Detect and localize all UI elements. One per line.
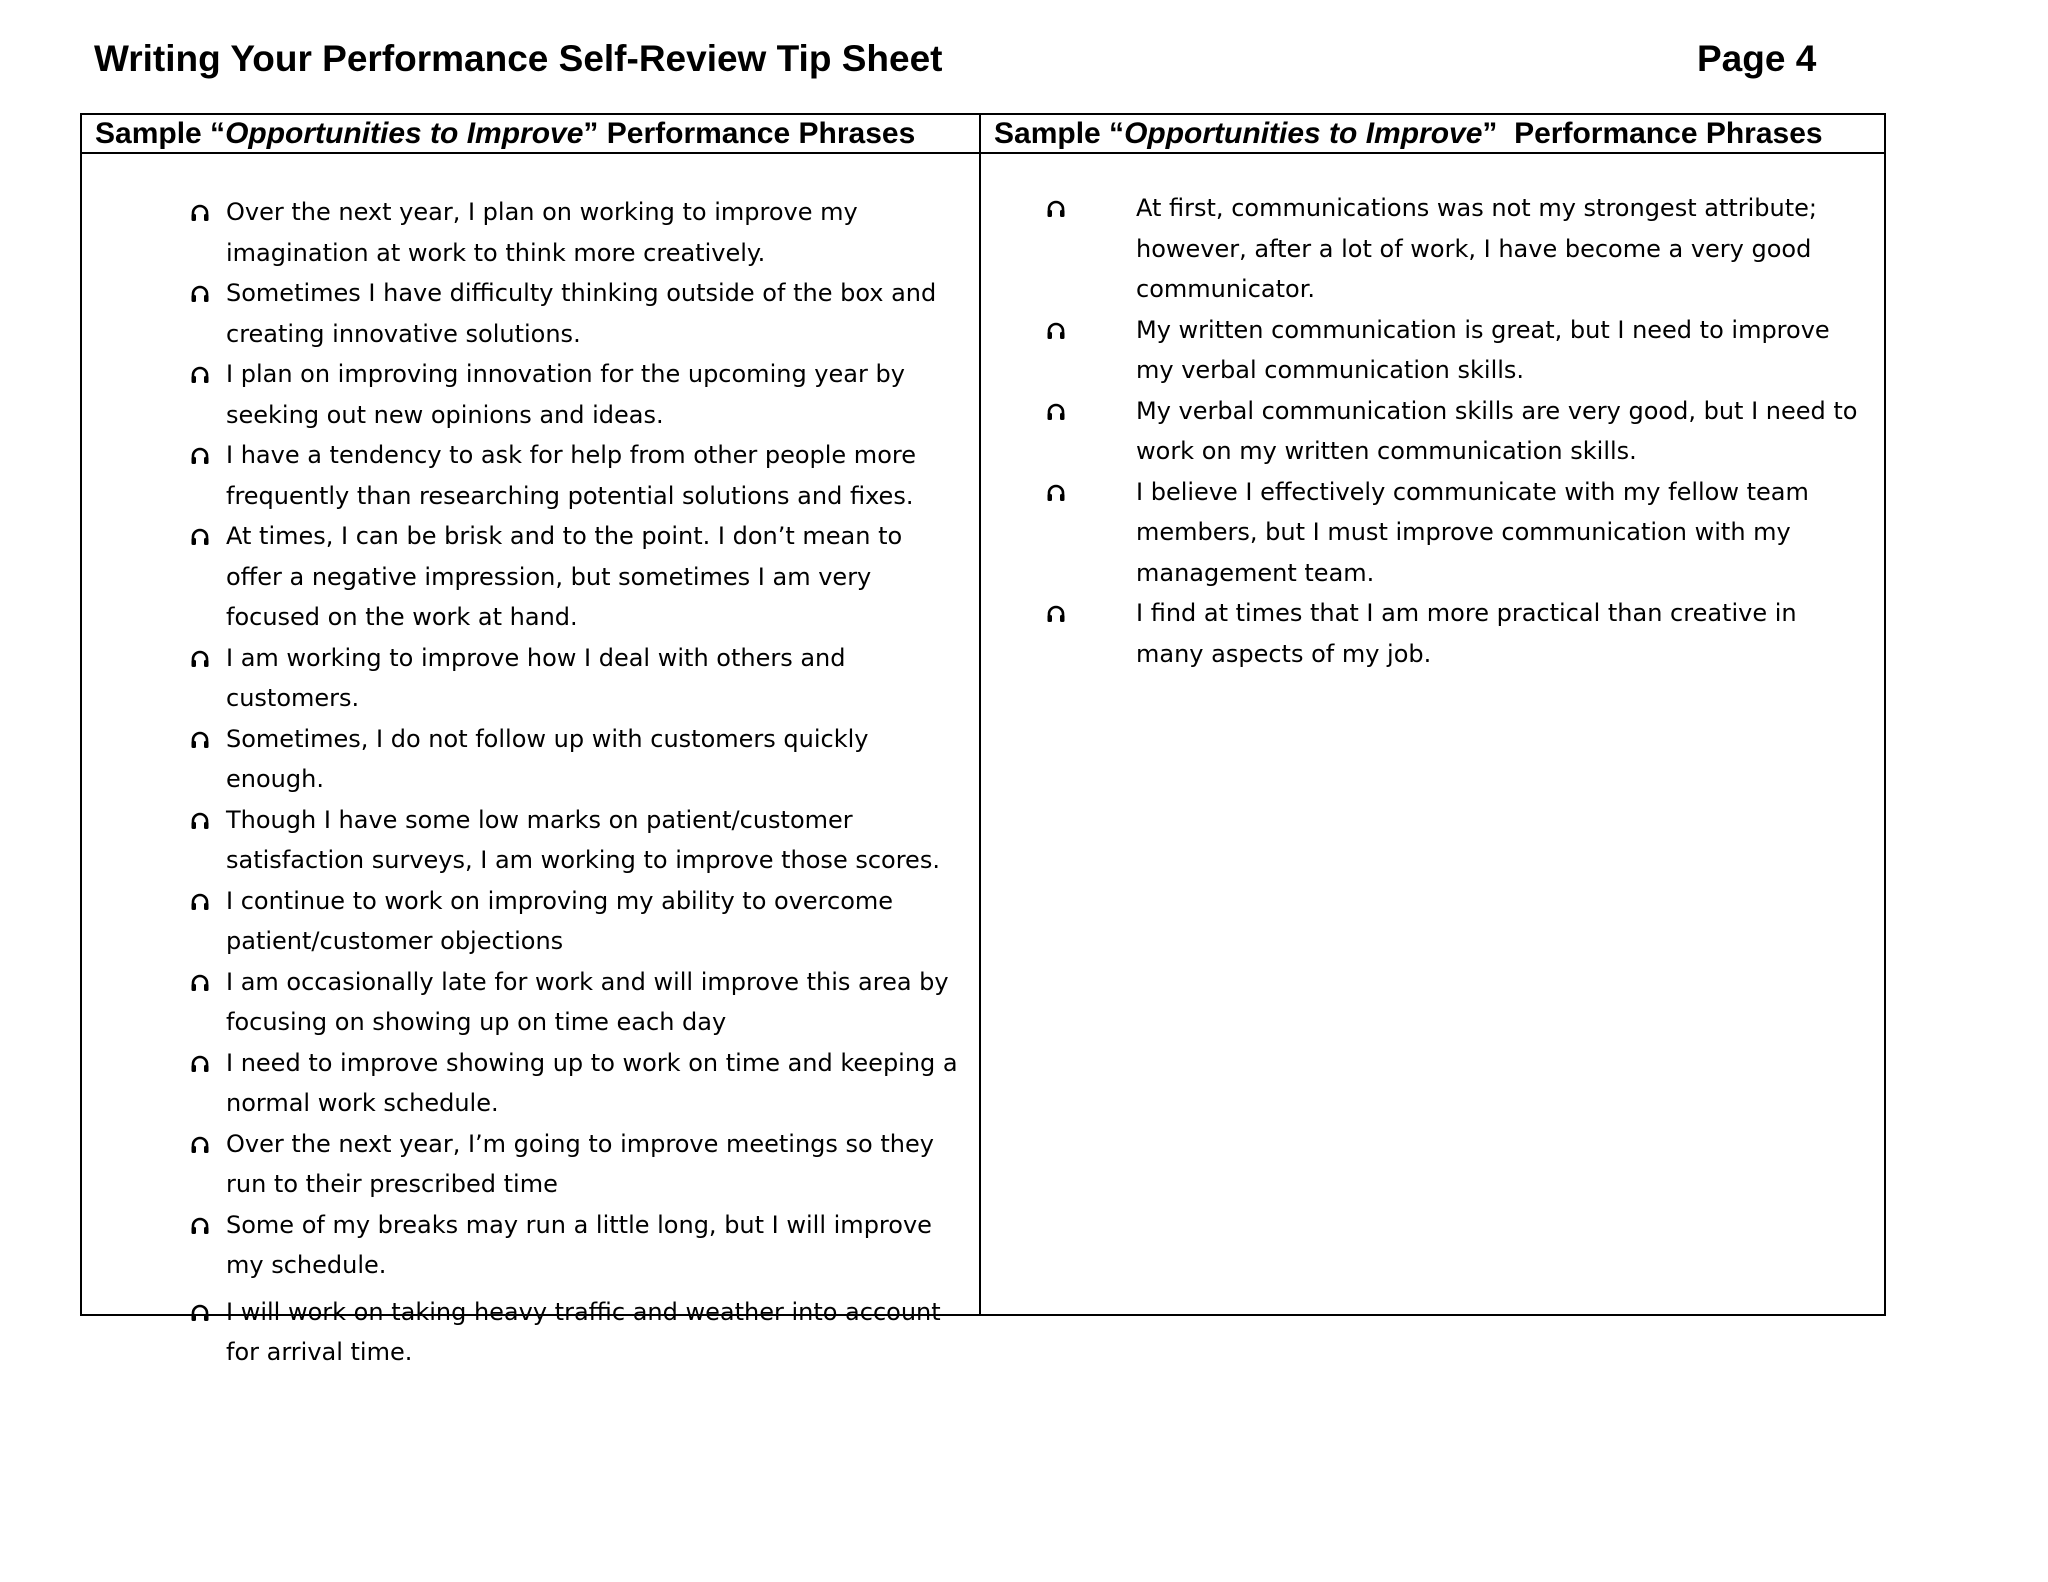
list-item [144, 638, 964, 719]
headphones-bullet-icon [1046, 199, 1066, 219]
headphones-bullet-icon [190, 973, 210, 993]
phrase-text: I am occasionally late for work and will improve this area by focusing on showing up on time each day [226, 967, 949, 1036]
headphones-bullet-icon [190, 446, 210, 466]
headphones-bullet-icon [190, 892, 210, 912]
headphones-bullet-icon [190, 527, 210, 547]
right-column-header [994, 115, 1823, 152]
list-item [1042, 391, 1862, 472]
phrase-text: Over the next year, I plan on working to improve my imagination at work to think more creatively. [226, 198, 858, 267]
list-item [144, 1292, 964, 1373]
column-divider [979, 115, 981, 1314]
header-italic-term: Opportunities to Improve [225, 117, 584, 150]
headphones-bullet-icon [190, 1303, 210, 1323]
phrase-text: My verbal communication skills are very good, but I need to work on my written communication skills. [1136, 396, 1858, 465]
headphones-bullet-icon [1046, 604, 1066, 624]
list-item [144, 719, 964, 800]
headphones-bullet-icon [190, 811, 210, 831]
phrase-text: Over the next year, I’m going to improve meetings so they run to their prescribed time [226, 1129, 934, 1198]
phrase-text: I find at times that I am more practical than creative in many aspects of my job. [1136, 599, 1797, 668]
header-prefix: Sample “ [95, 117, 226, 150]
phrase-text: I need to improve showing up to work on time and keeping a normal work schedule. [226, 1048, 958, 1117]
headphones-bullet-icon [190, 284, 210, 304]
headphones-bullet-icon [190, 203, 210, 223]
header-suffix: ” Performance Phrases [1482, 117, 1823, 150]
list-item [144, 1043, 964, 1124]
phrase-text: Some of my breaks may run a little long, but I will improve my schedule. [226, 1210, 932, 1279]
headphones-bullet-icon [190, 365, 210, 385]
phrase-text: Sometimes I have difficulty thinking outside of the box and creating innovative solutions. [226, 279, 937, 348]
list-item [144, 1124, 964, 1205]
list-item [1042, 310, 1862, 391]
page-number: Page 4 [1697, 38, 1817, 79]
phrase-text: My written communication is great, but I need to improve my verbal communication skills. [1136, 315, 1830, 384]
headphones-bullet-icon [1046, 402, 1066, 422]
list-item [144, 354, 964, 435]
phrase-text: At first, communications was not my strongest attribute; however, after a lot of work, I have become a very good communicator. [1136, 194, 1817, 303]
headphones-bullet-icon [1046, 321, 1066, 341]
headphones-bullet-icon [190, 1216, 210, 1236]
list-item [144, 800, 964, 881]
headphones-bullet-icon [1046, 483, 1066, 503]
phrases-table [80, 113, 1886, 1366]
phrase-text: I continue to work on improving my ability to overcome patient/customer objections [226, 886, 894, 955]
list-item [144, 273, 964, 354]
left-column-header [95, 115, 915, 152]
phrase-text: I am working to improve how I deal with others and customers. [226, 643, 846, 712]
phrase-text: Sometimes, I do not follow up with customers quickly enough. [226, 724, 869, 793]
list-item [144, 1205, 964, 1286]
list-item [144, 516, 964, 638]
header-prefix: Sample “ [994, 117, 1125, 150]
phrase-text: I have a tendency to ask for help from other people more frequently than researching potential solutions and fixes. [226, 441, 916, 510]
headphones-bullet-icon [190, 730, 210, 750]
headphones-bullet-icon [190, 649, 210, 669]
list-item [144, 962, 964, 1043]
list-item [144, 192, 964, 273]
left-phrase-list [144, 192, 964, 1373]
phrase-text: I will work on taking heavy traffic and weather into account for arrival time. [226, 1297, 941, 1366]
phrase-text: At times, I can be brisk and to the point. I don’t mean to offer a negative impression, but sometimes I am very focused on the work at hand. [226, 522, 903, 631]
list-item [144, 435, 964, 516]
phrase-text: I plan on improving innovation for the upcoming year by seeking out new opinions and ideas. [226, 360, 905, 429]
right-phrase-list [1042, 188, 1862, 674]
list-item [1042, 472, 1862, 594]
headphones-bullet-icon [190, 1135, 210, 1155]
list-item [144, 881, 964, 962]
document-title: Writing Your Performance Self-Review Tip Sheet [94, 38, 943, 79]
headphones-bullet-icon [190, 1054, 210, 1074]
list-item [1042, 593, 1862, 674]
phrase-text: I believe I effectively communicate with my fellow team members, but I must improve communication with my management team. [1136, 477, 1809, 587]
list-item [1042, 188, 1862, 310]
header-italic-term: Opportunities to Improve [1124, 117, 1483, 150]
phrase-text: Though I have some low marks on patient/customer satisfaction surveys, I am working to improve those scores. [226, 805, 940, 874]
header-suffix: ” Performance Phrases [583, 117, 916, 150]
header-divider [82, 152, 1884, 154]
